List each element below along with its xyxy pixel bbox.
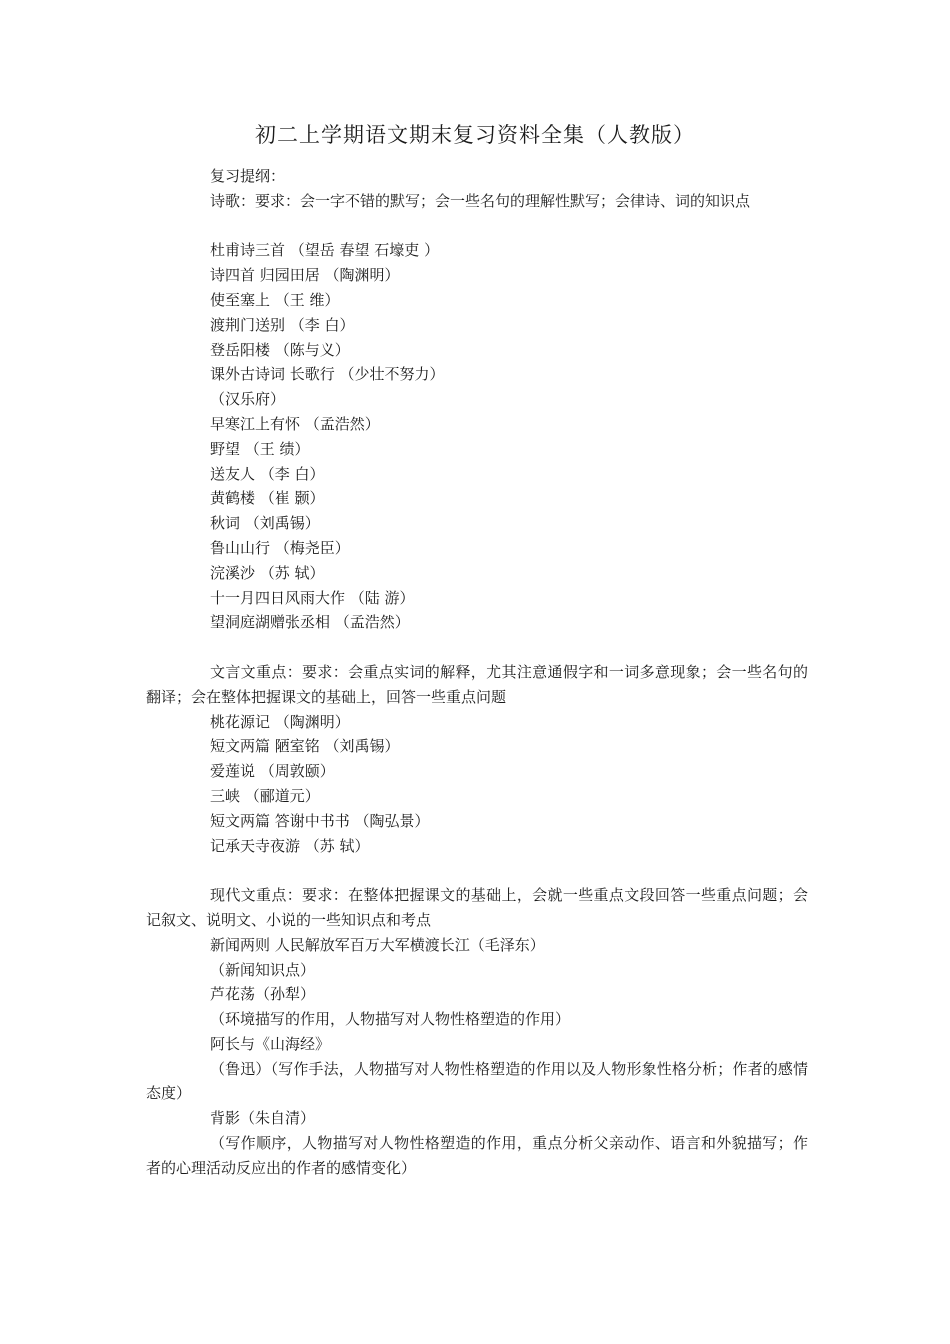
- blank-line: [146, 635, 808, 660]
- modern-item: 阿长与《山海经》: [210, 1034, 331, 1053]
- poetry-list: [146, 238, 808, 635]
- poetry-item: 秋词 （刘禹锡）: [210, 514, 320, 533]
- modern-item-note: （鲁迅）（写作手法，人物描写对人物性格塑造的作用以及人物形象性格分析；作者的感情态度）: [146, 1059, 808, 1103]
- poetry-item: 送友人 （李 白）: [210, 464, 325, 483]
- poetry-item: （汉乐府）: [210, 390, 286, 409]
- poetry-item: 十一月四日风雨大作 （陆 游）: [210, 588, 415, 607]
- classical-list: [146, 710, 808, 859]
- blank-line: [146, 214, 808, 239]
- poetry-item: 早寒江上有怀 （孟浩然）: [210, 414, 380, 433]
- blank-line: [146, 858, 808, 883]
- poetry-item: 黄鹤楼 （崔 颢）: [210, 489, 325, 508]
- modern-item: 芦花荡（孙犁）: [210, 985, 316, 1004]
- poetry-item: 杜甫诗三首 （望岳 春望 石壕吏 ）: [210, 241, 440, 260]
- modern-requirement: 现代文重点：要求：在整体把握课文的基础上，会就一些重点文段回答一些重点问题；会记叙文、说明文、小说的一些知识点和考点: [146, 886, 808, 929]
- poetry-item: 鲁山山行 （梅尧臣）: [210, 538, 350, 557]
- outline-label: 复习提纲：: [210, 167, 286, 185]
- classical-item: 爱莲说 （周敦颐）: [210, 762, 335, 781]
- poetry-item: 使至塞上 （王 维）: [210, 290, 340, 309]
- modern-item-note: （环境描写的作用，人物描写对人物性格塑造的作用）: [210, 1010, 571, 1029]
- poetry-item: 课外古诗词 长歌行 （少壮不努力）: [210, 365, 445, 384]
- modern-item-note: （写作顺序，人物描写对人物性格塑造的作用，重点分析父亲动作、语言和外貌描写；作者的心理活动反应出的作者的感情变化）: [146, 1134, 808, 1177]
- poetry-item: 渡荆门送别 （李 白）: [210, 315, 355, 334]
- poetry-item: 登岳阳楼 （陈与义）: [210, 340, 350, 359]
- poetry-item: 望洞庭湖赠张丞相 （孟浩然）: [210, 613, 410, 632]
- poetry-requirement: 诗歌：要求：会一字不错的默写；会一些名句的理解性默写；会律诗、词的知识点: [210, 191, 751, 210]
- classical-item: 短文两篇 陋室铭 （刘禹锡）: [210, 737, 400, 756]
- poetry-item: 野望 （王 绩）: [210, 439, 310, 458]
- poetry-item: 浣溪沙 （苏 轼）: [210, 563, 325, 582]
- document-title: 初二上学期语文期末复习资料全集（人教版）: [255, 123, 695, 147]
- document-body: [146, 164, 808, 1181]
- classical-item: 短文两篇 答谢中书书 （陶弘景）: [210, 811, 430, 830]
- classical-item: 记承天寺夜游 （苏 轼）: [210, 836, 370, 855]
- modern-item-note: （新闻知识点）: [210, 960, 316, 979]
- classical-item: 三峡 （郦道元）: [210, 786, 320, 805]
- classical-requirement: 文言文重点：要求：会重点实词的解释，尤其注意通假字和一词多意现象；会一些名句的翻译；会在整体把握课文的基础上，回答一些重点问题: [146, 662, 808, 706]
- modern-item: 新闻两则 人民解放军百万大军横渡长江（毛泽东）: [210, 935, 545, 954]
- classical-item: 桃花源记 （陶渊明）: [210, 712, 350, 731]
- modern-item: 背影（朱自清）: [210, 1109, 316, 1128]
- modern-list: [146, 933, 808, 1181]
- poetry-item: 诗四首 归园田居 （陶渊明）: [210, 266, 400, 285]
